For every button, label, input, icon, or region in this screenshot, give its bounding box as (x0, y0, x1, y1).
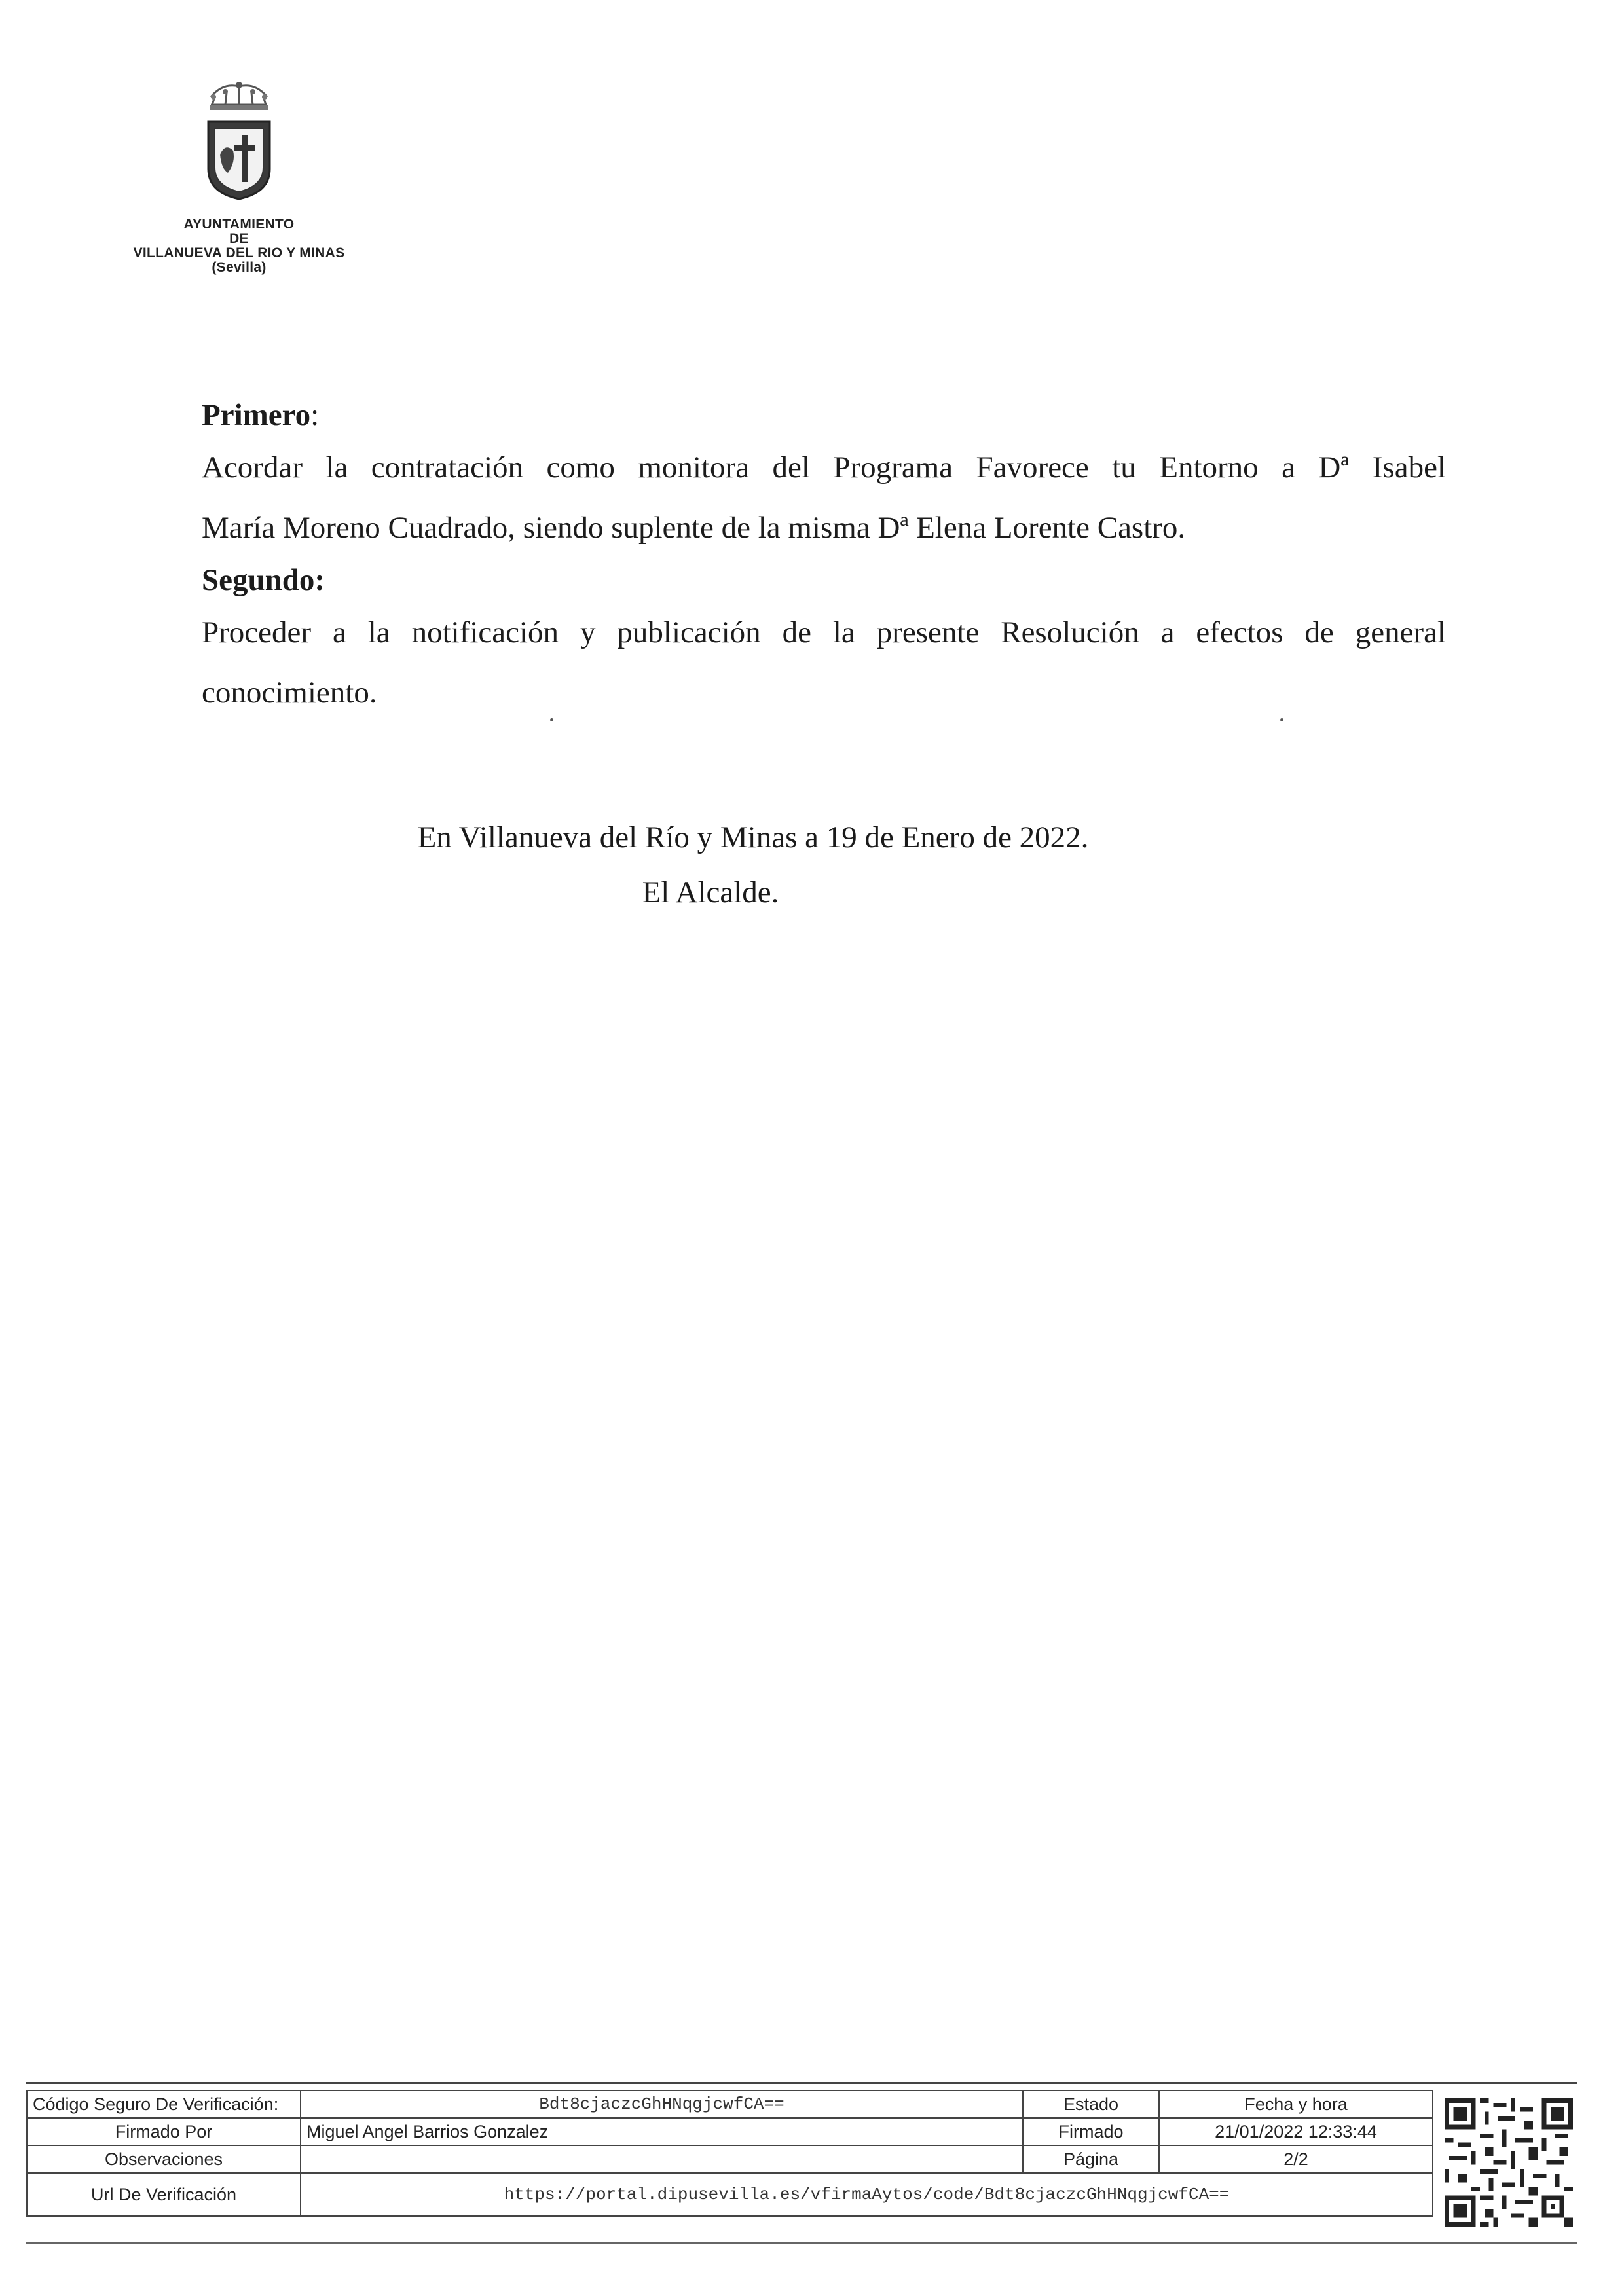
pagina-value: 2/2 (1159, 2145, 1433, 2173)
fecha-label: Fecha y hora (1159, 2090, 1433, 2118)
verification-code-value: Bdt8cjaczcGhHNqgjcwfCA== (301, 2090, 1023, 2118)
observaciones-label: Observaciones (27, 2145, 301, 2173)
observaciones-value (301, 2145, 1023, 2173)
coat-of-arms-icon (196, 77, 282, 202)
first-paragraph (202, 437, 1446, 558)
paragraph-line: Acordar la contratación como monitora del Programa Favorece tu Entorno a Dª Isabel (202, 450, 1446, 484)
pagina-label: Página (1023, 2145, 1159, 2173)
scan-speck (550, 718, 553, 721)
first-heading (202, 393, 1446, 437)
estado-label: Estado (1023, 2090, 1159, 2118)
url-label: Url De Verificación (27, 2173, 301, 2216)
resolution-body (202, 393, 1446, 723)
signed-by-label: Firmado Por (27, 2118, 301, 2145)
verification-code-label: Código Seguro De Verificación: (27, 2090, 301, 2118)
scan-speck (1280, 718, 1283, 721)
second-paragraph (202, 602, 1446, 723)
paragraph-line: María Moreno Cuadrado, siendo suplente de la misma Dª Elena Lorente Castro. (202, 511, 1186, 545)
verification-url[interactable]: https://portal.dipusevilla.es/vfirmaAytos/code/Bdt8cjaczcGhHNqgjcwfCA== (301, 2173, 1433, 2216)
issuer-line: (Sevilla) (212, 260, 267, 275)
fecha-value: 21/01/2022 12:33:44 (1159, 2118, 1433, 2145)
issuer-block (111, 217, 367, 275)
place-date: En Villanueva del Río y Minas a 19 de Enero de 2022. (417, 820, 1089, 854)
qr-code-icon (1445, 2098, 1573, 2227)
signer-title: El Alcalde. (642, 875, 779, 909)
verification-table (26, 2090, 1433, 2217)
paragraph-line: conocimiento. (202, 676, 377, 710)
paragraph-line: Proceder a la notificación y publicación de la presente Resolución a efectos de general (202, 615, 1446, 649)
issuer-line: DE (229, 231, 249, 246)
estado-value: Firmado (1023, 2118, 1159, 2145)
issuer-line: AYUNTAMIENTO (183, 217, 295, 232)
issuer-line: VILLANUEVA DEL RIO Y MINAS (133, 246, 345, 261)
first-heading-colon: : (310, 398, 320, 432)
signed-by-value: Miguel Angel Barrios Gonzalez (301, 2118, 1023, 2145)
first-heading-text: Primero (202, 398, 311, 432)
second-heading: Segundo: (202, 563, 325, 597)
